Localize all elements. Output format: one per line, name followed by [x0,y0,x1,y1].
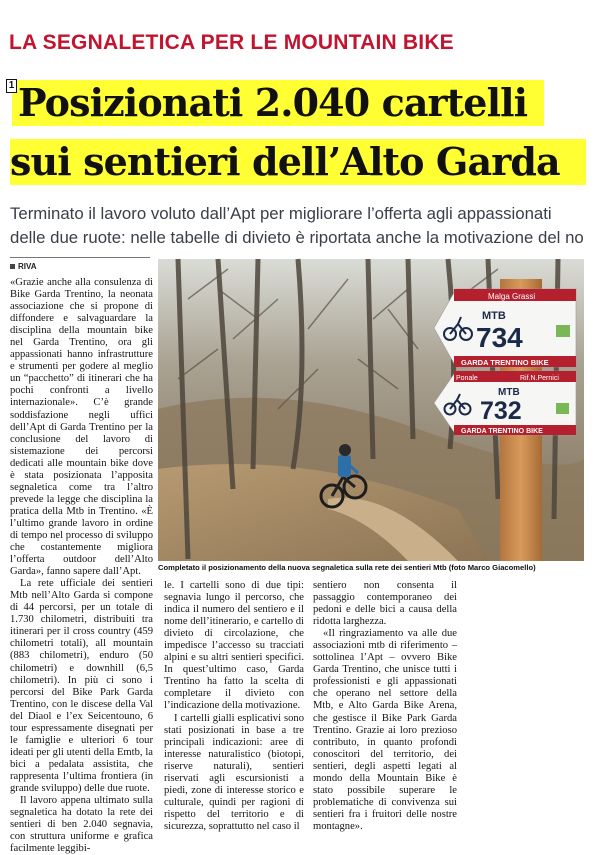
paragraph: sentiero non consenta il passaggio contemporaneo dei pedoni e delle bici a causa della ridotta larghezza. [313,580,457,628]
paragraph: La rete ufficiale dei sentieri Mtb nell’Alto Garda si compone di 44 percorsi, per un totale di 1.730 chilometri, distribuiti tra itinerari per il cross country (459 chilometri totali), all mountain (883 chilometri), enduro (50 chilometri) e downhill (6,5 chilometri). In più ci sono i percorsi del Bike Park Garda Trentino, con le discese della Val del Diaol e l’ex Seicentouno, 6 tour espressamente disegnati per le famiglie e ulteriori 6 tour ideati per gli utenti della Emtb, la bici a pedalata assistita, che rappresenta l’ultima frontiera (in grande sviluppo) delle due ruote. [10,578,153,794]
article-number: 1 [6,79,17,93]
kicker: LA SEGNALETICA PER LE MOUNTAIN BIKE [9,31,454,54]
dateline-text: RIVA [18,262,37,271]
dateline [10,262,37,271]
logo-icon [556,403,569,414]
headline-line-2: sui sentieri dell’Alto Garda [10,139,560,184]
column-1 [10,277,153,855]
paragraph: I cartelli gialli esplicativi sono stati posizionati in base a tre principali indicazioni: aree di interesse naturalistico (biotopi, riserve naturali), sentieri riservati agli escursionisti a piedi, zone di interesse storico e culturale, quindi per ragioni di rispetto del territorio e di sicurezza, soprattutto nel caso il [164,712,304,832]
sign-bottom-label: MTB [498,387,520,398]
paragraph: le. I cartelli sono di due tipi: segnavia lungo il percorso, che indica il numero del sentiero e il nome dell’itinerario, e cartello di divieto di circolazione, che impedisce l’accesso su tracciati alpini e su altri sentieri specifici. In quest’ultimo caso, Garda Trentino ha fatto la scelta di completare il divieto con l’indicazione della motivazione. [164,580,304,712]
sign-bottom-place2: Rif.N.Pernici [520,375,559,382]
paragraph: Il lavoro appena ultimato sulla segnaletica ha dotato la rete dei sentieri di ben 2.040 segnavia, con struttura uniforme e grafica facilmente leggibi- [10,795,153,855]
sign-bottom-footer: GARDA TRENTINO BIKE [461,428,543,435]
subtitle-line-2: delle due ruote: nelle tabelle di divieto è riportata anche la motivazione del no [10,228,584,247]
sign-top-number: 734 [476,322,523,353]
sign-bottom-place: Ponale [456,375,478,382]
sign-top-footer: GARDA TRENTINO BIKE [461,358,549,367]
photo [158,259,584,561]
sign-bottom [434,371,576,435]
sign-top-label: MTB [482,310,506,322]
column-2 [164,580,304,838]
subtitle-line-1: Terminato il lavoro voluto dall’Apt per migliorare l’offerta agli appassionati [10,204,552,223]
sign-top [434,289,576,367]
sign-top-place: Malga Grassi [488,292,536,301]
paragraph: «Grazie anche alla consulenza di Bike Garda Trentino, la neonata associazione che si propone di diffondere e salvaguardare la disciplina della mountain bike nel Garda Trentino, ora gli appassionati hanno infrastrutture e strumenti per godere al meglio un “pacchetto” di itinerari che ha pochi confronti a livello internazionale». C’è grande soddisfazione negli uffici dell’Apt di Garda Trentino per la conclusione del lavoro di sistemazione dei percorsi dedicati alle mountain bike dove è stata posizionata l’apposita segnaletica come tra l’altro prevede la legge che disciplina la pratica della Mtb in Trentino. «È l’ultimo grande lavoro in ordine di tempo nel processo di sviluppo che costantemente migliora l’offerta outdoor dell’Alto Garda», fanno sapere dall’Apt. [10,277,153,578]
sign-bottom-number: 732 [480,397,522,425]
paragraph: «Il ringraziamento va alle due associazioni mtb di riferimento – sottolinea l’Apt – ovvero Bike Garda Trentino, che unisce tutti i professionisti e gli appassionati che operano nel settore della Mtb, e Alto Garda Bike Arena, che gestisce il Bike Park Garda Trentino. Grazie ai loro prezioso contributo, in quanto profondi conoscitori del territorio, dei sentieri, degli aspetti legati al mondo della Mountain Bike è stato possibile superare le problematiche di convivenza sui sentieri fra i fruitori delle nostre montagne». [313,628,457,832]
photo-caption: Completato il posizionamento della nuova segnaletica sulla rete dei sentieri Mtb (foto Marco Giacomello) [158,563,536,572]
subtitle [10,202,595,250]
headline-line-1: Posizionati 2.040 cartelli [18,80,528,125]
dateline-rule [10,257,150,258]
photo-illustration [158,259,584,561]
logo-icon [556,325,570,337]
column-3 [313,580,457,838]
